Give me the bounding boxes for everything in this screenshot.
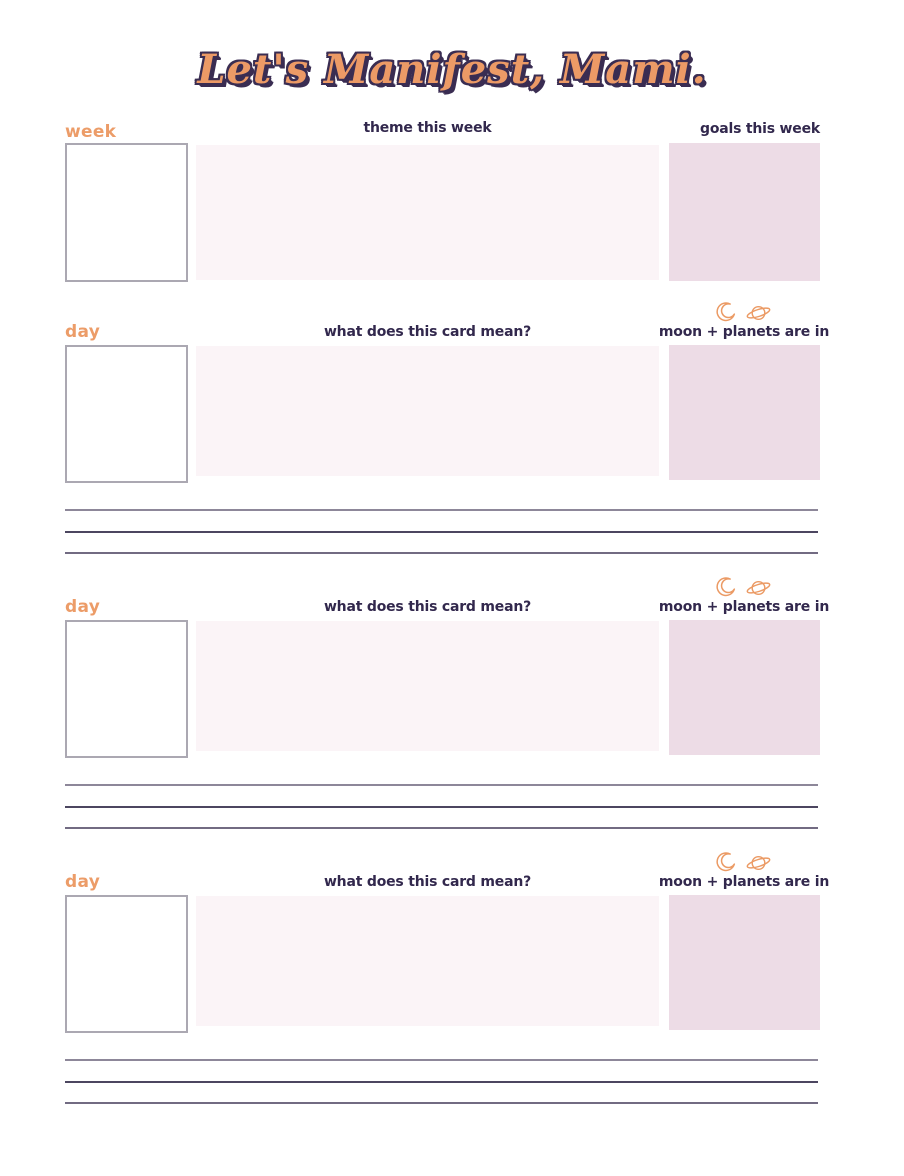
day-label: day xyxy=(65,322,101,342)
goals-writing-area xyxy=(669,143,820,281)
crescent-moon-icon xyxy=(716,575,736,599)
writing-line xyxy=(65,1102,818,1104)
day-section xyxy=(0,298,904,556)
saturn-icon xyxy=(745,577,772,599)
card-meaning-area xyxy=(196,346,659,476)
writing-line xyxy=(65,509,818,511)
moon-planets-area xyxy=(669,345,820,480)
day-label: day xyxy=(65,597,101,617)
writing-line xyxy=(65,784,818,786)
planet-icons xyxy=(654,848,834,874)
card-meaning-header: what does this card mean? xyxy=(323,599,532,615)
day-label: day xyxy=(65,872,101,892)
card-meaning-header: what does this card mean? xyxy=(323,324,532,340)
saturn-icon xyxy=(745,852,772,874)
page-title: Let's Manifest, Mami. xyxy=(197,46,707,93)
writing-line xyxy=(65,1059,818,1061)
writing-line xyxy=(65,531,818,533)
theme-writing-area xyxy=(196,145,659,280)
crescent-moon-icon xyxy=(716,300,736,324)
day-section xyxy=(0,573,904,831)
theme-this-week-header: theme this week xyxy=(363,120,492,136)
writing-line xyxy=(65,552,818,554)
moon-planets-header: moon + planets are in xyxy=(658,599,830,615)
writing-line xyxy=(65,827,818,829)
moon-planets-header: moon + planets are in xyxy=(658,874,830,890)
writing-line xyxy=(65,806,818,808)
crescent-moon-icon xyxy=(716,850,736,874)
card-meaning-header: what does this card mean? xyxy=(323,874,532,890)
planet-icons xyxy=(654,573,834,599)
goals-this-week-header: goals this week xyxy=(700,121,820,137)
week-card-box xyxy=(65,143,188,282)
week-label: week xyxy=(65,122,117,142)
tarot-card-box xyxy=(65,345,188,483)
planet-icons xyxy=(654,298,834,324)
saturn-icon xyxy=(745,302,772,324)
tarot-card-box xyxy=(65,895,188,1033)
writing-line xyxy=(65,1081,818,1083)
day-section xyxy=(0,848,904,1106)
moon-planets-header: moon + planets are in xyxy=(658,324,830,340)
tarot-card-box xyxy=(65,620,188,758)
moon-planets-area xyxy=(669,620,820,755)
card-meaning-area xyxy=(196,896,659,1026)
moon-planets-area xyxy=(669,895,820,1030)
card-meaning-area xyxy=(196,621,659,751)
